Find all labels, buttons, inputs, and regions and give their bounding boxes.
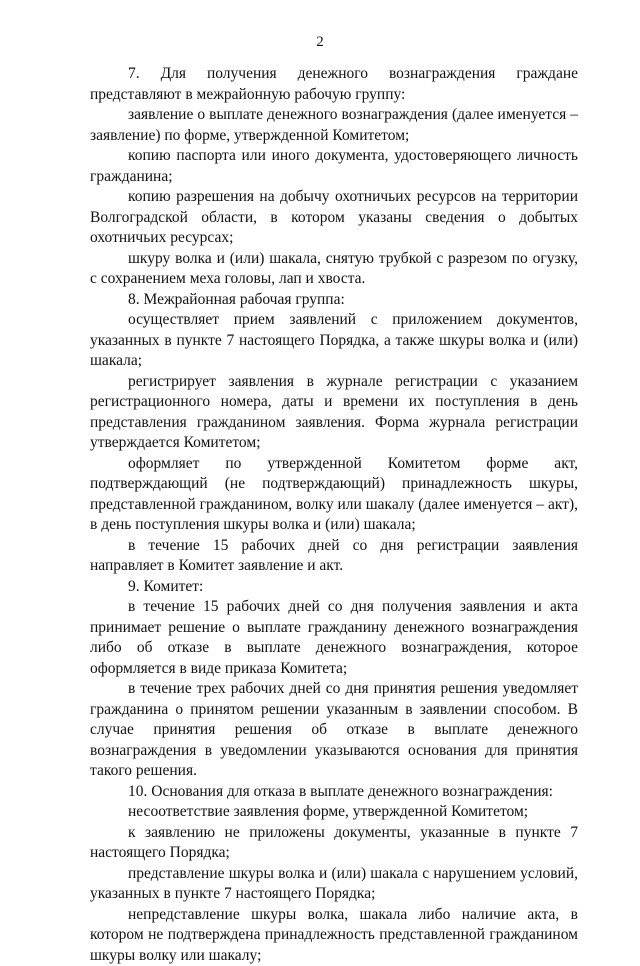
list-item: представление шкуры волка и (или) шакала с нарушением условий, указанных в пункте 7 настоящего Порядка; [90,864,578,905]
list-item: копию паспорта или иного документа, удостоверяющего личность гражданина; [90,146,578,187]
paragraph-8-intro: 8. Межрайонная рабочая группа: [90,290,578,311]
paragraph-7-intro: 7. Для получения денежного вознаграждения граждане представляют в межрайонную рабочую группу: [90,64,578,105]
list-item: в течение 15 рабочих дней со дня получения заявления и акта принимает решение о выплате гражданину денежного вознаграждения либо об отказе в выплате денежного вознаграждения, которое оформляется в виде приказа Комитета; [90,597,578,679]
list-item: копию разрешения на добычу охотничьих ресурсов на территории Волгоградской области, в котором указаны сведения о добытых охотничьих ресурсах; [90,187,578,249]
page-number: 2 [0,34,640,51]
list-item: шкуру волка и (или) шакала, снятую трубкой с разрезом по огузку, с сохранением меха головы, лап и хвоста. [90,249,578,290]
paragraph-9-intro: 9. Комитет: [90,577,578,598]
list-item: оформляет по утвержденной Комитетом форме акт, подтверждающий (не подтверждающий) принадлежность шкуры, представленной гражданином, волку или шакалу (далее именуется – акт), в день поступления шкуры волка и (или) шакала; [90,454,578,536]
list-item: регистрирует заявления в журнале регистрации с указанием регистрационного номера, даты и времени их поступления в день представления гражданином заявления. Форма журнала регистрации утверждается Комитетом; [90,372,578,454]
paragraph-10-intro: 10. Основания для отказа в выплате денежного вознаграждения: [90,782,578,803]
list-item: непредставление шкуры волка, шакала либо наличие акта, в котором не подтверждена принадлежность представленной гражданином шкуры волку или шакалу; [90,905,578,966]
list-item: несоответствие заявления форме, утвержденной Комитетом; [90,802,578,823]
list-item: осуществляет прием заявлений с приложением документов, указанных в пункте 7 настоящего Порядка, а также шкуры волка и (или) шакала; [90,310,578,372]
list-item: в течение 15 рабочих дней со дня регистрации заявления направляет в Комитет заявление и акт. [90,536,578,577]
list-item: к заявлению не приложены документы, указанные в пункте 7 настоящего Порядка; [90,823,578,864]
list-item: в течение трех рабочих дней со дня принятия решения уведомляет гражданина о принятом решении указанным в заявлении способом. В случае принятия решения об отказе в выплате денежного вознаграждения в уведомлении указываются основания для принятия такого решения. [90,679,578,782]
document-body [90,64,578,966]
list-item: заявление о выплате денежного вознаграждения (далее именуется – заявление) по форме, утвержденной Комитетом; [90,105,578,146]
